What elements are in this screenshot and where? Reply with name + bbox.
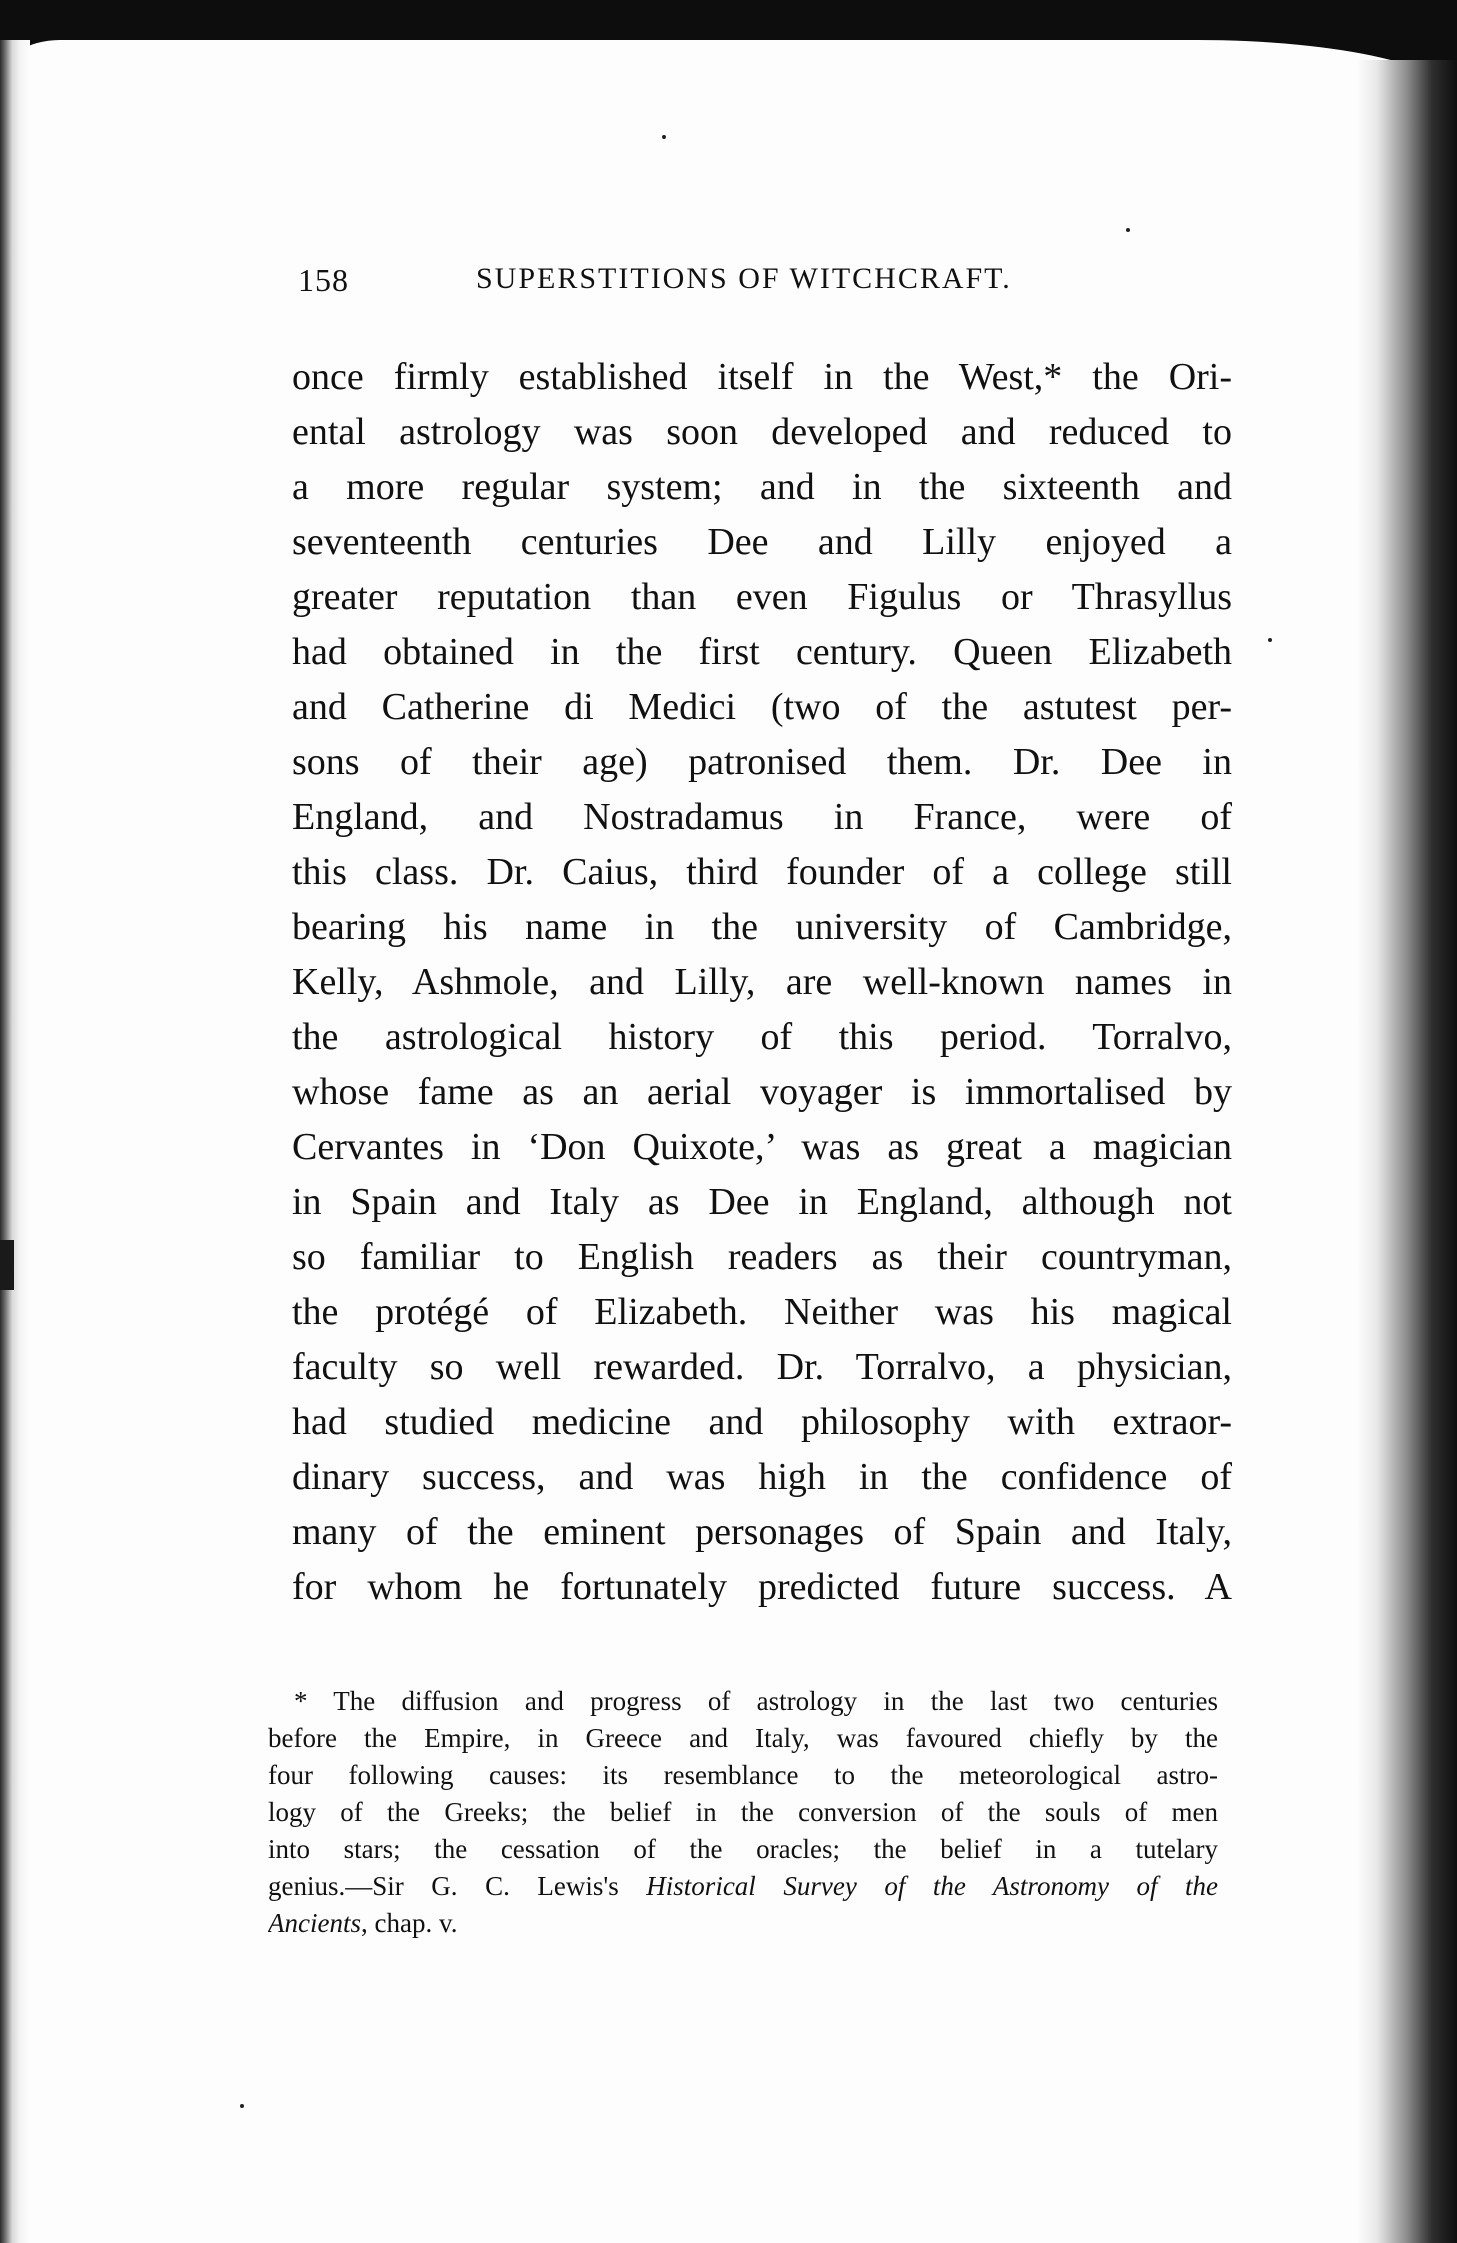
running-header [298, 262, 1078, 312]
footnote-citation-prefix: genius.—Sir G. C. Lewis's [268, 1871, 647, 1901]
text-line: whose fame as an aerial voyager is immortalised by [292, 1071, 1232, 1113]
text-line: ental astrology was soon developed and reduced to [292, 411, 1232, 453]
footnote-book-title: Historical Survey of the Astronomy of the [646, 1871, 1218, 1901]
footnote-book-title-end: Ancients [268, 1908, 361, 1938]
footnote-chapter: , chap. v. [360, 1908, 458, 1938]
page-number: 158 [298, 262, 349, 298]
footnote-line [268, 1868, 1218, 1905]
text-line: seventeenth centuries Dee and Lilly enjoyed a [292, 521, 1232, 563]
scan-speck [1126, 228, 1130, 232]
footnote-line: logy of the Greeks; the belief in the conversion of the souls of men [268, 1797, 1218, 1827]
footnote-line [268, 1905, 1218, 1942]
text-line: many of the eminent personages of Spain and Italy, [292, 1511, 1232, 1553]
text-line: faculty so well rewarded. Dr. Torralvo, a physician, [292, 1346, 1232, 1388]
text-line: sons of their age) patronised them. Dr. Dee in [292, 741, 1232, 783]
scan-speck [240, 2104, 244, 2108]
scan-speck [662, 135, 666, 139]
footnote-line: into stars; the cessation of the oracles; the belief in a tutelary [268, 1834, 1218, 1864]
binding-gutter [0, 40, 30, 2243]
text-line: a more regular system; and in the sixteenth and [292, 466, 1232, 508]
text-line: bearing his name in the university of Cambridge, [292, 906, 1232, 948]
text-line: Kelly, Ashmole, and Lilly, are well-known names in [292, 961, 1232, 1003]
text-line: this class. Dr. Caius, third founder of a college still [292, 851, 1232, 893]
running-title: SUPERSTITIONS OF WITCHCRAFT. [476, 262, 1012, 295]
text-line: had studied medicine and philosophy with extraor- [292, 1401, 1232, 1443]
page-top-curve [0, 40, 1457, 100]
body-text [292, 350, 1232, 1615]
text-line: and Catherine di Medici (two of the astutest per- [292, 686, 1232, 728]
text-line: once firmly established itself in the West,* the Ori- [292, 356, 1232, 398]
text-line: had obtained in the first century. Queen Elizabeth [292, 631, 1232, 673]
binding-mark [0, 1240, 14, 1290]
text-line: dinary success, and was high in the confidence of [292, 1456, 1232, 1498]
footnote-line: before the Empire, in Greece and Italy, was favoured chiefly by the [268, 1723, 1218, 1753]
text-line: Cervantes in ‘Don Quixote,’ was as great a magician [292, 1126, 1232, 1168]
text-line: in Spain and Italy as Dee in England, although not [292, 1181, 1232, 1223]
text-line: England, and Nostradamus in France, were of [292, 796, 1232, 838]
footnote [268, 1683, 1218, 1942]
scan-speck [1268, 638, 1272, 642]
footnote-line: four following causes: its resemblance to the meteorological astro- [268, 1760, 1218, 1790]
footnote-line: * The diffusion and progress of astrology in the last two centuries [294, 1686, 1218, 1716]
text-line: the protégé of Elizabeth. Neither was his magical [292, 1291, 1232, 1333]
page-edge-shadow [1357, 60, 1457, 2243]
text-line: for whom he fortunately predicted future success. A [292, 1566, 1232, 1608]
text-line: so familiar to English readers as their countryman, [292, 1236, 1232, 1278]
text-line: the astrological history of this period. Torralvo, [292, 1016, 1232, 1058]
text-line: greater reputation than even Figulus or Thrasyllus [292, 576, 1232, 618]
